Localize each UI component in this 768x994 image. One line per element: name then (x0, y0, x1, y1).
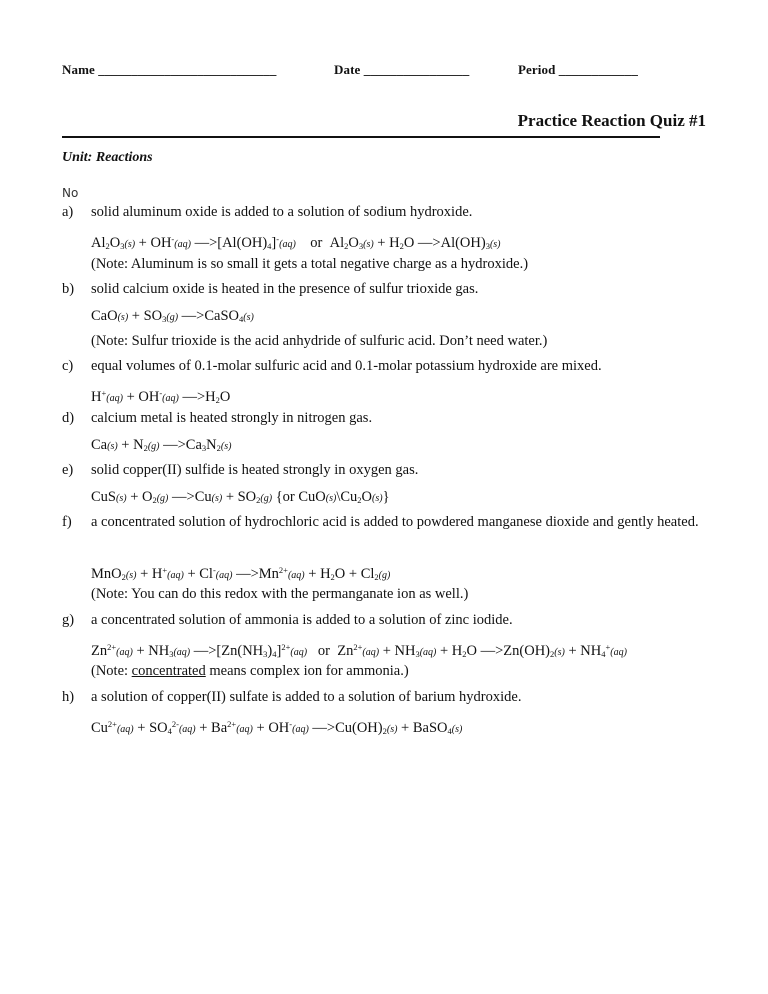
answer-h-equation: $Cu^{2+}(aq) + SO_4^{2-}(aq) + Ba^{2+}(aq) + OH^-(aq)$ $—>Cu(OH)_2(s)$ + BaSO$_4$(s) (91, 719, 463, 736)
answer-g-equation: $Zn^{2+}(aq) + NH_3(aq)$ $—>[Zn(NH_3)_4]^{2+}(aq)$ or $Zn^{2+}(aq) + NH_3(aq) + H_2O$ $—>Zn(OH)_2(s) + NH_4^+(aq)$ (91, 642, 627, 659)
question-text: a concentrated solution of hydrochloric acid is added to powdered manganese dioxide and gently heated. (91, 514, 699, 530)
question-text: a concentrated solution of ammonia is added to a solution of zinc iodide. (91, 612, 513, 628)
answer-g-note (91, 662, 409, 680)
note-suffix: means complex ion for ammonia.) (205, 663, 409, 679)
question-text: solid copper(II) sulfide is heated strongly in oxygen gas. (91, 462, 419, 478)
question-d (62, 408, 706, 429)
title-divider (62, 136, 660, 138)
page-title: Practice Reaction Quiz #1 (517, 111, 706, 130)
answer-f-equation: MnO$_2$(s) + H+(aq) + Cl-(aq) $—>Mn^{2+}(aq) + H_2O + Cl_2(g)$ (91, 565, 391, 582)
question-label: d) (62, 410, 75, 426)
answer-b-equation: $CaO(s) + SO_3(g)$ —>CaSO$_4$(s) (91, 308, 254, 324)
name-field-label: Name ___________________________ (62, 62, 277, 77)
question-a (62, 202, 706, 223)
note-prefix: (Note: (91, 663, 132, 679)
note-underlined-word: concentrated (131, 663, 206, 679)
question-label: b) (62, 281, 75, 297)
question-f (62, 512, 706, 533)
question-label: g) (62, 612, 75, 628)
question-label: e) (62, 462, 74, 478)
no-mark: No (62, 186, 79, 200)
question-text: solid aluminum oxide is added to a solution of sodium hydroxide. (91, 204, 473, 220)
answer-f-note: (Note: You can do this redox with the permanganate ion as well.) (91, 586, 469, 602)
answer-b-note: (Note: Sulfur trioxide is the acid anhydride of sulfuric acid. Don’t need water.) (91, 333, 548, 349)
answer-a-note: (Note: Aluminum is so small it gets a total negative charge as a hydroxide.) (91, 256, 529, 272)
question-label: a) (62, 204, 74, 220)
question-label: c) (62, 358, 74, 374)
question-text: equal volumes of 0.1-molar sulfuric acid and 0.1-molar potassium hydroxide are mixed. (91, 358, 602, 374)
question-label: f) (62, 514, 72, 530)
question-text: calcium metal is heated strongly in nitrogen gas. (91, 410, 373, 426)
question-h (62, 687, 706, 708)
answer-c-equation: H+(aq) + OH-(aq) $—>H_2O$ (91, 388, 231, 405)
period-field-label: Period ____________ (518, 62, 638, 77)
question-text: solid calcium oxide is heated in the presence of sulfur trioxide gas. (91, 281, 479, 297)
question-g (62, 610, 706, 631)
question-e (62, 460, 706, 481)
date-field-label: Date ________________ (334, 62, 470, 77)
unit-heading: Unit: Reactions (62, 150, 153, 165)
question-c (62, 356, 706, 377)
answer-e-equation: $CuS(s) + O_2(g)$ —>Cu(s) + $SO_2(g)$ {or $CuO(s)\backslash Cu_2O(s)$} (91, 489, 390, 505)
question-text: a solution of copper(II) sulfate is added to a solution of barium hydroxide. (91, 689, 522, 705)
question-b (62, 279, 706, 300)
question-label: h) (62, 689, 75, 705)
answer-d-equation: $Ca(s) + N_2(g)$ $—>Ca_3N_2(s)$ (91, 437, 232, 453)
answer-a-equation: $Al_2O_3(s) + OH^-(aq)$ $—>[Al(OH)_4]^-(aq)$ or $Al_2O_3(s) + H_2O$ $—>Al(OH)_3(s)$ (91, 234, 501, 251)
